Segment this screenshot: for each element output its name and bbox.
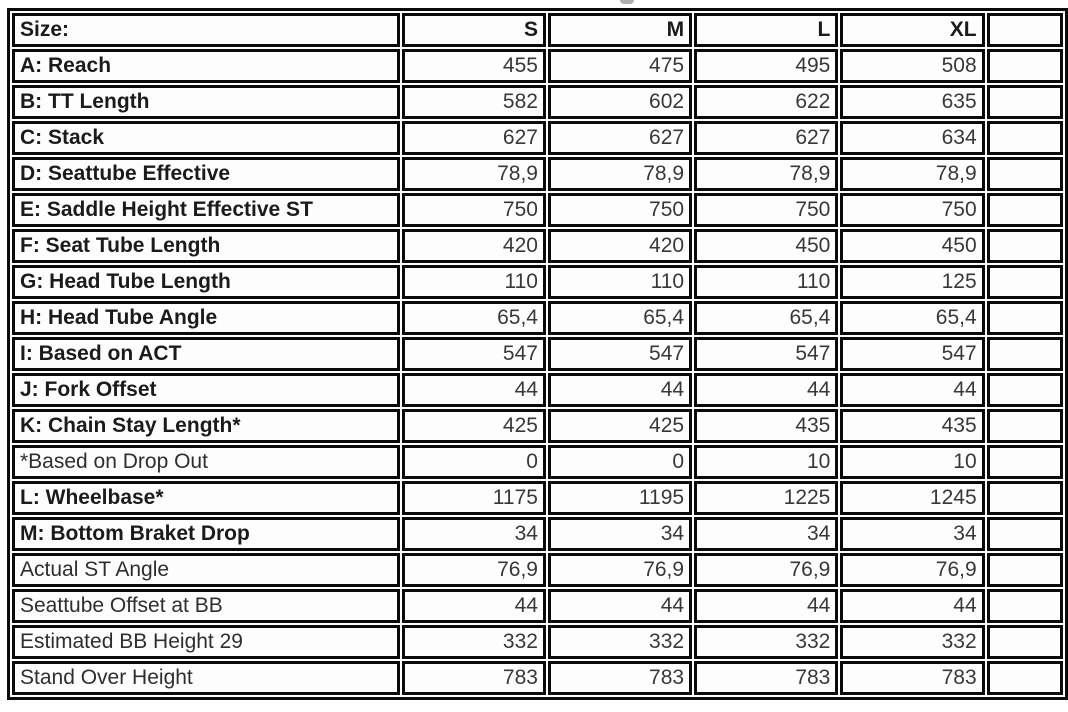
clipped-cell	[987, 589, 1063, 623]
value-cell: 783	[840, 661, 984, 695]
row-label: C: Stack	[12, 121, 400, 155]
row-label: G: Head Tube Length	[12, 265, 400, 299]
value-cell: 750	[694, 193, 838, 227]
row-label: I: Based on ACT	[12, 337, 400, 371]
value-cell: 76,9	[548, 553, 692, 587]
table-row	[12, 409, 1063, 443]
value-cell: 44	[694, 373, 838, 407]
table-row	[12, 661, 1063, 695]
value-cell: 34	[694, 517, 838, 551]
value-cell: 76,9	[402, 553, 546, 587]
clipped-cell	[987, 337, 1063, 371]
clipped-cell	[987, 157, 1063, 191]
value-cell: 44	[840, 589, 984, 623]
header-row	[12, 13, 1063, 47]
value-cell: 420	[402, 229, 546, 263]
table-row	[12, 121, 1063, 155]
value-cell: 783	[548, 661, 692, 695]
value-cell: 622	[694, 85, 838, 119]
value-cell: 65,4	[402, 301, 546, 335]
value-cell: 547	[694, 337, 838, 371]
row-label: K: Chain Stay Length*	[12, 409, 400, 443]
value-cell: 420	[548, 229, 692, 263]
value-cell: 547	[840, 337, 984, 371]
value-cell: 783	[694, 661, 838, 695]
value-cell: 10	[840, 445, 984, 479]
value-cell: 602	[548, 85, 692, 119]
table-row	[12, 49, 1063, 83]
row-label: F: Seat Tube Length	[12, 229, 400, 263]
clipped-cell	[987, 481, 1063, 515]
clipped-cell	[987, 373, 1063, 407]
value-cell: 65,4	[694, 301, 838, 335]
value-cell: 65,4	[840, 301, 984, 335]
value-cell: 783	[402, 661, 546, 695]
value-cell: 34	[840, 517, 984, 551]
clipped-cell	[987, 229, 1063, 263]
clipped-header-cell	[987, 13, 1063, 47]
clipped-cell	[987, 553, 1063, 587]
value-cell: 110	[402, 265, 546, 299]
cropped-title-artifact	[620, 0, 634, 4]
value-cell: 547	[402, 337, 546, 371]
value-cell: 508	[840, 49, 984, 83]
value-cell: 34	[548, 517, 692, 551]
table-row	[12, 481, 1063, 515]
value-cell: 65,4	[548, 301, 692, 335]
value-cell: 425	[402, 409, 546, 443]
value-cell: 78,9	[840, 157, 984, 191]
size-title-cell: Size:	[12, 13, 400, 47]
value-cell: 750	[548, 193, 692, 227]
value-cell: 0	[402, 445, 546, 479]
value-cell: 1175	[402, 481, 546, 515]
value-cell: 627	[548, 121, 692, 155]
table-row	[12, 193, 1063, 227]
table-row	[12, 229, 1063, 263]
value-cell: 435	[694, 409, 838, 443]
clipped-cell	[987, 193, 1063, 227]
clipped-cell	[987, 301, 1063, 335]
geometry-table	[7, 8, 1068, 700]
table-row	[12, 373, 1063, 407]
row-label: Stand Over Height	[12, 661, 400, 695]
value-cell: 547	[548, 337, 692, 371]
table-row	[12, 445, 1063, 479]
row-label: Actual ST Angle	[12, 553, 400, 587]
geometry-table-header	[12, 13, 1063, 47]
column-header-m: M	[548, 13, 692, 47]
table-row	[12, 517, 1063, 551]
clipped-cell	[987, 121, 1063, 155]
clipped-cell	[987, 625, 1063, 659]
value-cell: 1245	[840, 481, 984, 515]
value-cell: 627	[402, 121, 546, 155]
value-cell: 750	[402, 193, 546, 227]
value-cell: 475	[548, 49, 692, 83]
row-label: J: Fork Offset	[12, 373, 400, 407]
clipped-cell	[987, 409, 1063, 443]
row-label: A: Reach	[12, 49, 400, 83]
value-cell: 78,9	[548, 157, 692, 191]
value-cell: 44	[840, 373, 984, 407]
row-label: H: Head Tube Angle	[12, 301, 400, 335]
table-row	[12, 625, 1063, 659]
row-label: Seattube Offset at BB	[12, 589, 400, 623]
row-label: *Based on Drop Out	[12, 445, 400, 479]
clipped-cell	[987, 49, 1063, 83]
value-cell: 634	[840, 121, 984, 155]
row-label: B: TT Length	[12, 85, 400, 119]
value-cell: 332	[840, 625, 984, 659]
value-cell: 450	[694, 229, 838, 263]
value-cell: 1195	[548, 481, 692, 515]
value-cell: 44	[694, 589, 838, 623]
row-label: Estimated BB Height 29	[12, 625, 400, 659]
table-row	[12, 337, 1063, 371]
table-row	[12, 589, 1063, 623]
clipped-cell	[987, 661, 1063, 695]
value-cell: 582	[402, 85, 546, 119]
row-label: D: Seattube Effective	[12, 157, 400, 191]
value-cell: 635	[840, 85, 984, 119]
clipped-cell	[987, 265, 1063, 299]
clipped-cell	[987, 517, 1063, 551]
value-cell: 332	[694, 625, 838, 659]
value-cell: 34	[402, 517, 546, 551]
row-label: M: Bottom Braket Drop	[12, 517, 400, 551]
row-label: E: Saddle Height Effective ST	[12, 193, 400, 227]
value-cell: 78,9	[694, 157, 838, 191]
value-cell: 332	[548, 625, 692, 659]
table-row	[12, 553, 1063, 587]
clipped-cell	[987, 445, 1063, 479]
value-cell: 455	[402, 49, 546, 83]
value-cell: 44	[548, 589, 692, 623]
column-header-l: L	[694, 13, 838, 47]
value-cell: 110	[694, 265, 838, 299]
table-row	[12, 157, 1063, 191]
value-cell: 750	[840, 193, 984, 227]
value-cell: 76,9	[694, 553, 838, 587]
column-header-xl: XL	[840, 13, 984, 47]
value-cell: 332	[402, 625, 546, 659]
value-cell: 1225	[694, 481, 838, 515]
value-cell: 425	[548, 409, 692, 443]
column-header-s: S	[402, 13, 546, 47]
table-row	[12, 85, 1063, 119]
value-cell: 110	[548, 265, 692, 299]
clipped-cell	[987, 85, 1063, 119]
value-cell: 44	[402, 373, 546, 407]
value-cell: 627	[694, 121, 838, 155]
value-cell: 450	[840, 229, 984, 263]
value-cell: 0	[548, 445, 692, 479]
value-cell: 495	[694, 49, 838, 83]
value-cell: 435	[840, 409, 984, 443]
table-row	[12, 301, 1063, 335]
value-cell: 44	[548, 373, 692, 407]
value-cell: 44	[402, 589, 546, 623]
geometry-table-body	[12, 49, 1063, 695]
value-cell: 125	[840, 265, 984, 299]
table-row	[12, 265, 1063, 299]
value-cell: 78,9	[402, 157, 546, 191]
row-label: L: Wheelbase*	[12, 481, 400, 515]
value-cell: 10	[694, 445, 838, 479]
value-cell: 76,9	[840, 553, 984, 587]
